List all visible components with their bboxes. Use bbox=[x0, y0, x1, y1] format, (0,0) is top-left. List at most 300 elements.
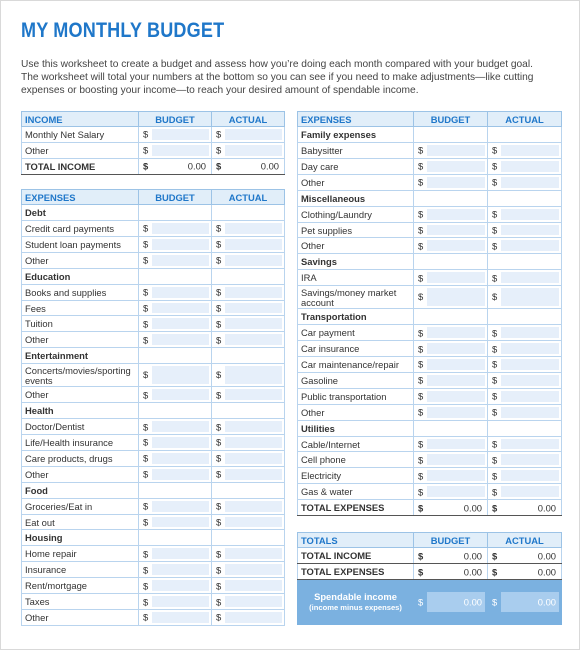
currency-symbol: $ bbox=[492, 224, 498, 236]
spendable-title: Spendable income bbox=[314, 591, 397, 602]
currency-symbol: $ bbox=[143, 334, 149, 346]
row-label: Other bbox=[22, 332, 139, 348]
currency-symbol: $ bbox=[143, 160, 149, 172]
currency-symbol: $ bbox=[492, 272, 498, 284]
table-row bbox=[22, 435, 285, 451]
table-row bbox=[298, 222, 562, 238]
actual-input[interactable] bbox=[488, 158, 562, 174]
currency-symbol: $ bbox=[492, 160, 498, 172]
budget-input[interactable] bbox=[414, 222, 488, 238]
budget-input[interactable] bbox=[414, 206, 488, 222]
intro-text bbox=[21, 58, 566, 98]
budget-input[interactable] bbox=[139, 252, 212, 268]
currency-symbol: $ bbox=[418, 224, 424, 236]
section-row bbox=[298, 420, 562, 436]
total-value: 0.00 bbox=[463, 550, 482, 561]
total-value: 0.00 bbox=[463, 566, 482, 577]
row-label: Car payment bbox=[298, 325, 414, 341]
row-label: Cell phone bbox=[298, 452, 414, 468]
currency-symbol: $ bbox=[216, 334, 222, 346]
table-row bbox=[22, 419, 285, 435]
currency-symbol: $ bbox=[492, 358, 498, 370]
actual-input[interactable] bbox=[212, 466, 285, 482]
row-label: Eat out bbox=[22, 514, 139, 530]
actual-input[interactable] bbox=[488, 206, 562, 222]
row-label: Other bbox=[298, 174, 414, 190]
currency-symbol: $ bbox=[418, 208, 424, 220]
currency-symbol: $ bbox=[418, 240, 424, 252]
section-spacer bbox=[139, 205, 212, 221]
section-spacer bbox=[488, 127, 562, 143]
total-budget-value bbox=[414, 500, 488, 516]
table-row bbox=[22, 387, 285, 403]
table-row bbox=[298, 325, 562, 341]
section-row bbox=[298, 127, 562, 143]
row-label: Savings/money market account bbox=[298, 286, 414, 309]
section-spacer bbox=[212, 403, 285, 419]
section-spacer bbox=[212, 482, 285, 498]
budget-input[interactable] bbox=[414, 238, 488, 254]
total-expenses-row bbox=[298, 500, 562, 516]
actual-input[interactable] bbox=[212, 300, 285, 316]
table-row bbox=[298, 484, 562, 500]
table-row bbox=[298, 357, 562, 373]
total-value: 0.00 bbox=[537, 502, 556, 514]
table-row bbox=[298, 143, 562, 159]
budget-input[interactable] bbox=[139, 419, 212, 435]
actual-input[interactable] bbox=[488, 484, 562, 500]
total-label: TOTAL INCOME bbox=[298, 548, 414, 564]
currency-symbol: $ bbox=[143, 128, 149, 140]
actual-input[interactable] bbox=[212, 332, 285, 348]
budget-column-header: BUDGET bbox=[414, 112, 488, 127]
actual-input[interactable] bbox=[488, 341, 562, 357]
currency-symbol: $ bbox=[216, 318, 222, 330]
budget-input[interactable] bbox=[139, 435, 212, 451]
actual-input[interactable] bbox=[212, 419, 285, 435]
actual-input[interactable] bbox=[488, 372, 562, 388]
row-label: Car insurance bbox=[298, 341, 414, 357]
section-spacer bbox=[212, 530, 285, 546]
actual-input[interactable] bbox=[488, 452, 562, 468]
section-spacer bbox=[212, 205, 285, 221]
section-spacer bbox=[139, 403, 212, 419]
currency-symbol: $ bbox=[492, 343, 498, 355]
currency-symbol: $ bbox=[492, 596, 498, 608]
currency-symbol: $ bbox=[143, 580, 149, 592]
currency-symbol: $ bbox=[216, 254, 222, 266]
table-row bbox=[22, 578, 285, 594]
actual-input[interactable] bbox=[488, 468, 562, 484]
budget-input[interactable] bbox=[139, 610, 212, 626]
section-spacer bbox=[414, 190, 488, 206]
currency-symbol: $ bbox=[216, 128, 222, 140]
total-actual-value bbox=[488, 548, 562, 564]
budget-column-header: BUDGET bbox=[139, 190, 212, 205]
currency-symbol: $ bbox=[216, 302, 222, 314]
actual-input[interactable] bbox=[488, 270, 562, 286]
total-budget-value bbox=[414, 564, 488, 580]
section-spacer bbox=[212, 348, 285, 364]
row-label: Insurance bbox=[22, 562, 139, 578]
section-spacer bbox=[488, 254, 562, 270]
total-label: TOTAL EXPENSES bbox=[298, 500, 414, 516]
currency-symbol: $ bbox=[492, 327, 498, 339]
currency-symbol: $ bbox=[216, 286, 222, 298]
total-budget-value bbox=[139, 158, 212, 174]
currency-symbol: $ bbox=[492, 550, 498, 561]
budget-input[interactable] bbox=[139, 562, 212, 578]
budget-input[interactable] bbox=[414, 484, 488, 500]
spendable-value: 0.00 bbox=[537, 596, 556, 608]
currency-symbol: $ bbox=[418, 502, 424, 514]
currency-symbol: $ bbox=[418, 144, 424, 156]
table-row bbox=[298, 270, 562, 286]
currency-symbol: $ bbox=[143, 286, 149, 298]
row-label: Monthly Net Salary bbox=[22, 127, 139, 143]
currency-symbol: $ bbox=[492, 566, 498, 577]
actual-input[interactable] bbox=[212, 562, 285, 578]
table-row bbox=[22, 514, 285, 530]
currency-symbol: $ bbox=[418, 291, 424, 303]
actual-column-header: ACTUAL bbox=[488, 533, 562, 548]
table-row bbox=[22, 594, 285, 610]
row-label: Other bbox=[298, 238, 414, 254]
actual-input[interactable] bbox=[212, 435, 285, 451]
section-row bbox=[22, 403, 285, 419]
currency-symbol: $ bbox=[143, 611, 149, 623]
section-title: Entertainment bbox=[22, 348, 139, 364]
budget-input[interactable] bbox=[414, 158, 488, 174]
budget-input[interactable] bbox=[414, 468, 488, 484]
section-title: Education bbox=[22, 268, 139, 284]
currency-symbol: $ bbox=[143, 254, 149, 266]
currency-symbol: $ bbox=[143, 238, 149, 250]
currency-symbol: $ bbox=[492, 291, 498, 303]
actual-input[interactable] bbox=[488, 325, 562, 341]
section-title: Food bbox=[22, 482, 139, 498]
budget-input[interactable] bbox=[414, 341, 488, 357]
row-label: Cable/Internet bbox=[298, 436, 414, 452]
total-actual-value bbox=[488, 564, 562, 580]
table-row bbox=[298, 436, 562, 452]
row-label: Public transportation bbox=[298, 388, 414, 404]
currency-symbol: $ bbox=[216, 611, 222, 623]
income-header: INCOME bbox=[22, 112, 139, 127]
currency-symbol: $ bbox=[143, 564, 149, 576]
budget-input[interactable] bbox=[414, 404, 488, 420]
actual-input[interactable] bbox=[488, 357, 562, 373]
budget-input[interactable] bbox=[139, 594, 212, 610]
row-label: Clothing/Laundry bbox=[298, 206, 414, 222]
currency-symbol: $ bbox=[418, 390, 424, 402]
row-label: Life/Health insurance bbox=[22, 435, 139, 451]
section-spacer bbox=[139, 530, 212, 546]
actual-input[interactable] bbox=[488, 404, 562, 420]
budget-input[interactable] bbox=[139, 466, 212, 482]
currency-symbol: $ bbox=[418, 272, 424, 284]
currency-symbol: $ bbox=[216, 596, 222, 608]
table-row bbox=[22, 364, 285, 387]
budget-input[interactable] bbox=[414, 388, 488, 404]
total-value: 0.00 bbox=[463, 502, 482, 514]
actual-input[interactable] bbox=[212, 514, 285, 530]
currency-symbol: $ bbox=[143, 302, 149, 314]
table-row bbox=[22, 332, 285, 348]
table-row bbox=[22, 316, 285, 332]
budget-input[interactable] bbox=[414, 174, 488, 190]
table-row bbox=[22, 127, 285, 143]
actual-input[interactable] bbox=[212, 387, 285, 403]
currency-symbol: $ bbox=[418, 438, 424, 450]
budget-input[interactable] bbox=[139, 142, 212, 158]
actual-input[interactable] bbox=[488, 174, 562, 190]
currency-symbol: $ bbox=[216, 436, 222, 448]
total-label: TOTAL INCOME bbox=[22, 158, 139, 174]
row-label: Home repair bbox=[22, 546, 139, 562]
budget-input[interactable] bbox=[139, 127, 212, 143]
currency-symbol: $ bbox=[418, 160, 424, 172]
section-title: Health bbox=[22, 403, 139, 419]
budget-input[interactable] bbox=[139, 284, 212, 300]
budget-input[interactable] bbox=[414, 270, 488, 286]
actual-column-header: ACTUAL bbox=[212, 190, 285, 205]
budget-input[interactable] bbox=[139, 578, 212, 594]
row-label: IRA bbox=[298, 270, 414, 286]
row-label: Other bbox=[22, 387, 139, 403]
table-row bbox=[22, 450, 285, 466]
actual-input[interactable] bbox=[488, 436, 562, 452]
income-table bbox=[21, 111, 285, 175]
table-row bbox=[298, 206, 562, 222]
table-row bbox=[298, 286, 562, 309]
budget-input[interactable] bbox=[414, 452, 488, 468]
currency-symbol: $ bbox=[418, 454, 424, 466]
actual-input[interactable] bbox=[488, 388, 562, 404]
table-row bbox=[298, 174, 562, 190]
row-label: Tuition bbox=[22, 316, 139, 332]
currency-symbol: $ bbox=[418, 176, 424, 188]
currency-symbol: $ bbox=[418, 550, 424, 561]
section-title: Transportation bbox=[298, 309, 414, 325]
spendable-subtitle: (income minus expenses) bbox=[309, 603, 402, 612]
section-spacer bbox=[488, 190, 562, 206]
budget-input[interactable] bbox=[139, 300, 212, 316]
budget-input[interactable] bbox=[414, 372, 488, 388]
currency-symbol: $ bbox=[492, 144, 498, 156]
currency-symbol: $ bbox=[418, 343, 424, 355]
section-spacer bbox=[488, 420, 562, 436]
actual-input[interactable] bbox=[212, 546, 285, 562]
currency-symbol: $ bbox=[418, 566, 424, 577]
row-label: Care products, drugs bbox=[22, 450, 139, 466]
row-label: Other bbox=[22, 610, 139, 626]
budget-input[interactable] bbox=[414, 143, 488, 159]
total-budget-value bbox=[414, 548, 488, 564]
currency-symbol: $ bbox=[143, 369, 149, 381]
currency-symbol: $ bbox=[216, 564, 222, 576]
total-income-row bbox=[22, 158, 285, 174]
currency-symbol: $ bbox=[216, 389, 222, 401]
table-row bbox=[22, 498, 285, 514]
section-spacer bbox=[139, 482, 212, 498]
section-row bbox=[298, 254, 562, 270]
total-actual-value bbox=[212, 158, 285, 174]
spendable-value: 0.00 bbox=[463, 596, 482, 608]
currency-symbol: $ bbox=[492, 470, 498, 482]
intro-line: expenses or boosting your income—to reach your desired amount of spendable income. bbox=[21, 85, 419, 97]
section-spacer bbox=[139, 348, 212, 364]
currency-symbol: $ bbox=[492, 374, 498, 386]
currency-symbol: $ bbox=[492, 486, 498, 498]
currency-symbol: $ bbox=[143, 144, 149, 156]
budget-input[interactable] bbox=[139, 364, 212, 387]
currency-symbol: $ bbox=[143, 222, 149, 234]
actual-input[interactable] bbox=[212, 364, 285, 387]
row-label: Student loan payments bbox=[22, 236, 139, 252]
currency-symbol: $ bbox=[216, 548, 222, 560]
actual-input[interactable] bbox=[488, 143, 562, 159]
actual-column-header: ACTUAL bbox=[212, 112, 285, 127]
total-label: TOTAL EXPENSES bbox=[298, 564, 414, 580]
currency-symbol: $ bbox=[418, 470, 424, 482]
table-row bbox=[298, 404, 562, 420]
currency-symbol: $ bbox=[418, 327, 424, 339]
section-row bbox=[298, 309, 562, 325]
section-spacer bbox=[488, 309, 562, 325]
budget-input[interactable] bbox=[139, 546, 212, 562]
actual-input[interactable] bbox=[212, 252, 285, 268]
actual-input[interactable] bbox=[212, 594, 285, 610]
row-label: Concerts/movies/sporting events bbox=[22, 364, 139, 387]
actual-input[interactable] bbox=[212, 450, 285, 466]
actual-input[interactable] bbox=[212, 316, 285, 332]
actual-input[interactable] bbox=[212, 498, 285, 514]
table-row bbox=[298, 452, 562, 468]
section-title: Savings bbox=[298, 254, 414, 270]
currency-symbol: $ bbox=[216, 500, 222, 512]
totals-income-row bbox=[298, 548, 562, 564]
currency-symbol: $ bbox=[143, 421, 149, 433]
actual-input[interactable] bbox=[212, 284, 285, 300]
total-actual-value bbox=[488, 500, 562, 516]
actual-input[interactable] bbox=[212, 610, 285, 626]
table-row bbox=[298, 158, 562, 174]
section-row bbox=[298, 190, 562, 206]
budget-input[interactable] bbox=[414, 286, 488, 309]
budget-input[interactable] bbox=[139, 450, 212, 466]
row-label: Fees bbox=[22, 300, 139, 316]
row-label: Other bbox=[22, 466, 139, 482]
currency-symbol: $ bbox=[492, 208, 498, 220]
page-title: MY MONTHLY BUDGET bbox=[21, 19, 225, 42]
row-label: Babysitter bbox=[298, 143, 414, 159]
currency-symbol: $ bbox=[216, 238, 222, 250]
budget-column-header: BUDGET bbox=[414, 533, 488, 548]
budget-input[interactable] bbox=[139, 514, 212, 530]
section-row bbox=[22, 268, 285, 284]
actual-input[interactable] bbox=[212, 221, 285, 237]
table-row bbox=[22, 546, 285, 562]
row-label: Pet supplies bbox=[298, 222, 414, 238]
currency-symbol: $ bbox=[418, 374, 424, 386]
actual-input[interactable] bbox=[212, 578, 285, 594]
section-spacer bbox=[414, 254, 488, 270]
row-label: Gasoline bbox=[298, 372, 414, 388]
currency-symbol: $ bbox=[143, 452, 149, 464]
budget-input[interactable] bbox=[139, 221, 212, 237]
budget-input[interactable] bbox=[414, 325, 488, 341]
section-spacer bbox=[414, 127, 488, 143]
totals-table bbox=[297, 532, 562, 625]
budget-input[interactable] bbox=[139, 498, 212, 514]
row-label: Credit card payments bbox=[22, 221, 139, 237]
table-row bbox=[298, 372, 562, 388]
total-value: 0.00 bbox=[260, 160, 279, 172]
budget-input[interactable] bbox=[139, 387, 212, 403]
currency-symbol: $ bbox=[492, 240, 498, 252]
table-row bbox=[22, 284, 285, 300]
currency-symbol: $ bbox=[492, 390, 498, 402]
table-row bbox=[22, 142, 285, 158]
table-row bbox=[22, 466, 285, 482]
currency-symbol: $ bbox=[492, 438, 498, 450]
spendable-income-row bbox=[298, 580, 562, 625]
currency-symbol: $ bbox=[143, 436, 149, 448]
section-spacer bbox=[414, 420, 488, 436]
spendable-budget-value bbox=[414, 580, 488, 625]
actual-input[interactable] bbox=[488, 238, 562, 254]
table-row bbox=[298, 238, 562, 254]
budget-input[interactable] bbox=[414, 436, 488, 452]
currency-symbol: $ bbox=[216, 452, 222, 464]
row-label: Gas & water bbox=[298, 484, 414, 500]
section-row bbox=[22, 205, 285, 221]
table-row bbox=[22, 236, 285, 252]
table-row bbox=[22, 252, 285, 268]
budget-input[interactable] bbox=[139, 316, 212, 332]
row-label: Other bbox=[22, 142, 139, 158]
currency-symbol: $ bbox=[492, 454, 498, 466]
total-value: 0.00 bbox=[187, 160, 206, 172]
total-value: 0.00 bbox=[537, 550, 556, 561]
currency-symbol: $ bbox=[492, 502, 498, 514]
budget-input[interactable] bbox=[139, 332, 212, 348]
currency-symbol: $ bbox=[216, 580, 222, 592]
actual-input[interactable] bbox=[212, 236, 285, 252]
currency-symbol: $ bbox=[418, 486, 424, 498]
actual-input[interactable] bbox=[212, 127, 285, 143]
currency-symbol: $ bbox=[492, 176, 498, 188]
currency-symbol: $ bbox=[143, 318, 149, 330]
actual-input[interactable] bbox=[488, 286, 562, 309]
budget-input[interactable] bbox=[139, 236, 212, 252]
row-label: Books and supplies bbox=[22, 284, 139, 300]
totals-expenses-row bbox=[298, 564, 562, 580]
actual-input[interactable] bbox=[488, 222, 562, 238]
section-title: Utilities bbox=[298, 420, 414, 436]
currency-symbol: $ bbox=[143, 389, 149, 401]
currency-symbol: $ bbox=[418, 406, 424, 418]
spendable-income-label bbox=[298, 580, 414, 625]
budget-input[interactable] bbox=[414, 357, 488, 373]
table-row bbox=[298, 341, 562, 357]
actual-input[interactable] bbox=[212, 142, 285, 158]
table-row bbox=[298, 388, 562, 404]
expenses-left-table bbox=[21, 189, 285, 626]
table-row bbox=[22, 610, 285, 626]
currency-symbol: $ bbox=[216, 516, 222, 528]
